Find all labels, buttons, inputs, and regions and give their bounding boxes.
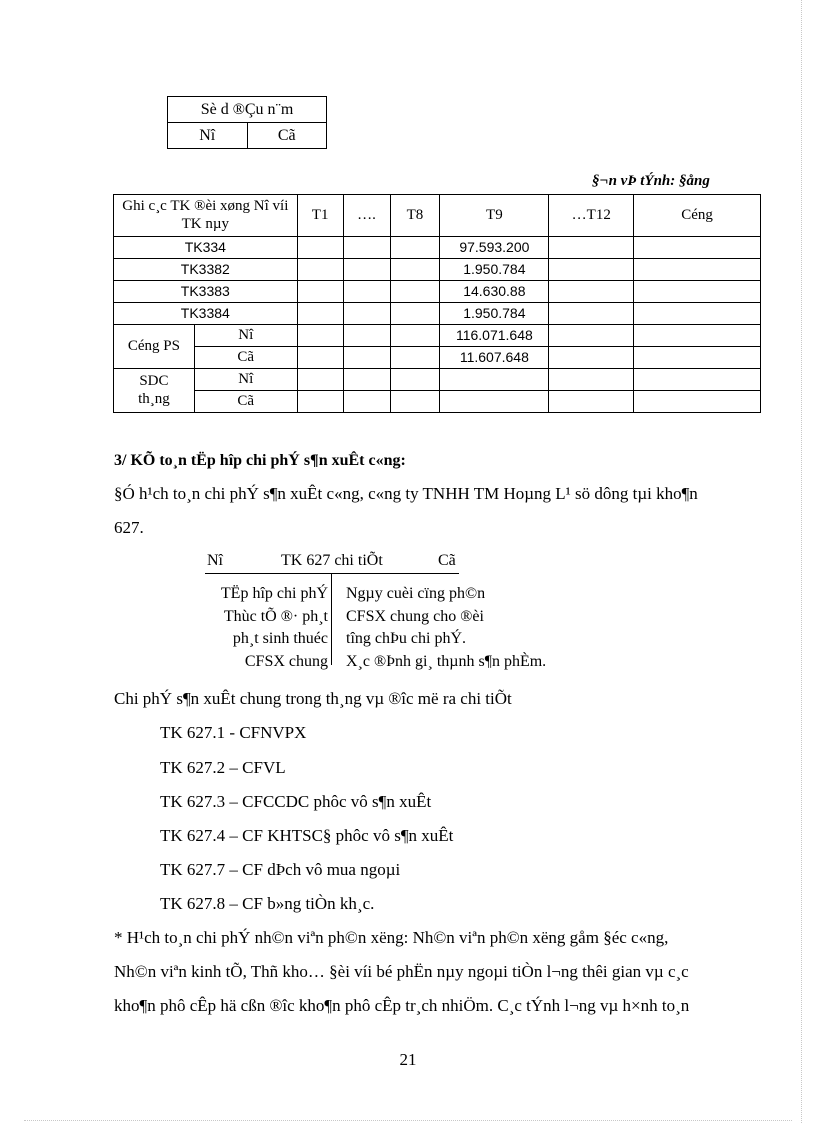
sdc-debit-label: Nî: [194, 369, 297, 391]
account-item: TK 627.8 – CF b»ng tiÒn kh¸c.: [160, 894, 375, 913]
page-number: 21: [399, 1050, 417, 1069]
opening-balance-title: Sè d ®Çu n¨m: [168, 97, 327, 123]
row-account: TK334: [114, 237, 298, 259]
ledger-header-row: [114, 195, 761, 237]
header-total: Céng: [634, 195, 761, 237]
table-row: [114, 303, 761, 325]
t-right-line: tîng chÞu chi phÝ.: [346, 630, 466, 647]
t-left-line: CFSX chung: [244, 652, 328, 670]
cong-ps-credit-t9: 11.607.648: [440, 347, 549, 369]
account-item: TK 627.7 – CF dÞch vô mua ngoµi: [160, 860, 401, 879]
account-item: TK 627.3 – CFCCDC phôc vô s¶n xuÊt: [160, 792, 432, 811]
t-right-line: CFSX chung cho ®èi: [346, 607, 484, 625]
page-margin-guide-right: [801, 0, 802, 1123]
t-account-center-rule: [331, 573, 332, 665]
sdc-credit-label: Cã: [194, 391, 297, 413]
opening-balance-table: [167, 96, 327, 149]
t-account-right-column: [346, 583, 646, 673]
cong-ps-label: Céng PS: [114, 325, 195, 369]
intro-line-1: §Ó h¹ch to¸n chi phÝ s¶n xuÊt c«ng, c«ng ty TNHH TM Hoµng L¹ sö dông tµi kho¶n: [114, 484, 698, 503]
table-row: [114, 237, 761, 259]
header-t9: T9: [440, 195, 549, 237]
header-t1: T1: [297, 195, 343, 237]
row-t9-value: 1.950.784: [440, 303, 549, 325]
sdc-label-line1: SDC: [139, 373, 169, 390]
t-account-debit-label: Nî: [207, 552, 223, 569]
note-line-3: kho¶n phô cÊp hä cßn ®îc kho¶n phô cÊp tr¸ch nhiÖm. C¸c tÝnh l¬ng vµ h×nh to¸n: [114, 996, 690, 1015]
cong-ps-debit-t9: 116.071.648: [440, 325, 549, 347]
cong-ps-debit-label: Nî: [194, 325, 297, 347]
unit-label: §¬n vÞ tÝnh: §ång: [592, 173, 710, 189]
opening-balance-debit: Nî: [168, 123, 248, 149]
opening-balance-credit: Cã: [247, 123, 327, 149]
t-right-line: X¸c ®Þnh gi¸ thµnh s¶n phÈm.: [346, 652, 547, 670]
table-row: [114, 259, 761, 281]
table-row: [114, 325, 761, 347]
row-account: TK3384: [114, 303, 298, 325]
cong-ps-credit-label: Cã: [194, 347, 297, 369]
t-account-left-column: [186, 583, 328, 673]
account-item: TK 627.4 – CF KHTSC§ phôc vô s¶n xuÊt: [160, 826, 454, 845]
header-t12: …T12: [549, 195, 634, 237]
account-item: TK 627.1 - CFNVPX: [160, 723, 307, 742]
t-account-credit-label: Cã: [438, 552, 456, 569]
sdc-label-line2: th¸ng: [138, 390, 170, 407]
sdc-label: [114, 369, 195, 413]
table-row: [114, 281, 761, 303]
note-line-1: * H¹ch to¸n chi phÝ nh©n viªn ph©n xëng: Nh©n viªn ph©n xëng gåm §éc c«ng,: [114, 928, 669, 947]
t-left-line: ph¸t sinh thuéc: [232, 630, 328, 647]
section-heading: 3/ KÕ to¸n tËp hîp chi phÝ s¶n xuÊt c«ng:: [114, 452, 406, 469]
row-t9-value: 97.593.200: [440, 237, 549, 259]
intro-line-2: 627.: [114, 518, 144, 537]
row-t9-value: 14.630.88: [440, 281, 549, 303]
table-row: [114, 369, 761, 391]
page-margin-guide-bottom: [24, 1120, 792, 1121]
header-accounts: Ghi c¸c TK ®èi xøng Nî víi TK nµy: [114, 195, 298, 237]
account-item: TK 627.2 – CFVL: [160, 758, 286, 777]
t-left-line: Thùc tÕ ®· ph¸t: [223, 607, 328, 625]
table-row: [114, 391, 761, 413]
detail-intro: Chi phÝ s¶n xuÊt chung trong th¸ng vµ ®îc më ra chi tiÕt: [114, 689, 512, 708]
row-t9-value: 1.950.784: [440, 259, 549, 281]
header-t8: T8: [390, 195, 440, 237]
row-account: TK3382: [114, 259, 298, 281]
header-dots: ….: [343, 195, 390, 237]
ledger-table: [113, 194, 761, 413]
row-account: TK3383: [114, 281, 298, 303]
note-line-2: Nh©n viªn kinh tÕ, Thñ kho… §èi víi bé phËn nµy ngoµi tiÒn l¬ng thêi gian vµ c¸c: [114, 962, 689, 981]
t-account-title: TK 627 chi tiÕt: [281, 552, 383, 569]
t-account-top-rule: [205, 573, 459, 574]
t-right-line: Ngµy cuèi cïng ph©n: [346, 585, 486, 602]
t-left-line: TËp hîp chi phÝ: [220, 585, 328, 602]
table-row: [114, 347, 761, 369]
